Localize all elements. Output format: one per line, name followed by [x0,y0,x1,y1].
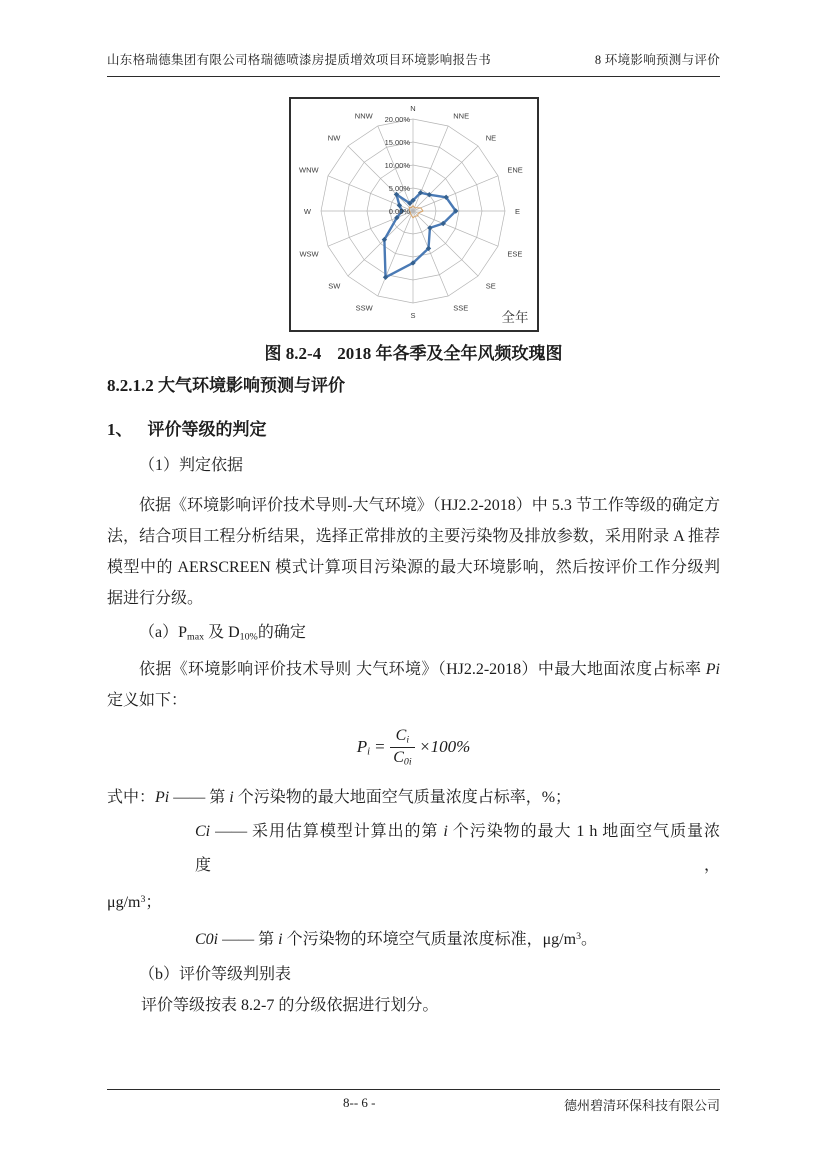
svg-text:15.00%: 15.00% [384,138,410,147]
page-header [107,50,720,77]
list-item-1: （1）判定依据 [139,457,244,474]
svg-text:SE: SE [485,281,496,291]
svg-text:NNW: NNW [354,111,373,121]
formula-numerator: $C_i$ [390,727,415,747]
svg-text:N: N [409,104,416,113]
svg-text:SSW: SSW [355,303,373,313]
paragraph-final: 评价等级按表 8.2-7 的分级依据进行划分。 [141,997,439,1015]
header-rule [107,76,720,77]
definition-ci: Ci —— 采用估算模型计算出的第 i 个污染物的最大 1 h 地面空气质量浓度， [195,823,720,875]
svg-text:20.00%: 20.00% [384,115,410,124]
page-footer [107,1089,720,1115]
symbol-definitions [107,781,720,957]
figure-caption [0,339,827,364]
svg-text:NNE: NNE [452,111,469,121]
formula-equals: = [375,737,385,757]
chart-frame-label: 全年 [501,310,529,325]
paragraph-definition: 依据《环境影响评价技术导则 大气环境》（HJ2.2-2018）中最大地面浓度占标率 Pi 定义如下： [107,661,720,710]
definition-ci-units: $\mu g/m^3$； [107,894,162,912]
formula-lhs: $P_i$ [356,737,371,758]
list-item-a: $(a)P_{max}$ 及 $D_{10\%}$的确定 [139,624,306,643]
figure-caption-text: 2018 年各季及全年风频玫瑰图 [337,344,563,363]
definition-pi: 式中：Pi —— 第 i 个污染物的最大地面空气质量浓度占标率，%； [107,789,572,807]
windrose-chart [291,99,537,330]
footer-rule [107,1089,720,1090]
svg-text:SW: SW [327,281,340,291]
figure-caption-number: 图 8.2-4 [264,344,322,363]
svg-text:S: S [409,311,416,320]
svg-text:E: E [514,207,520,216]
svg-text:NE: NE [485,133,496,143]
page-number: 8-- 6 - [343,1095,376,1110]
windrose-figure [0,97,827,364]
windrose-chart-box [289,97,539,332]
formula-denominator: $C_{0i}$ [393,748,412,768]
svg-text:W: W [303,207,311,216]
svg-text:SSE: SSE [452,303,468,313]
svg-text:0.00%: 0.00% [388,207,410,216]
svg-text:WNW: WNW [298,165,319,175]
svg-text:ENE: ENE [506,165,523,175]
subsection-heading [107,419,720,441]
formula-fraction [390,727,415,767]
formula-pi [107,727,720,767]
svg-text:10.00%: 10.00% [384,161,410,170]
section-heading: 8.2.1.2 大气环境影响预测与评价 [107,376,345,395]
subsection-title: 评价等级的判定 [147,420,267,439]
svg-text:ESE: ESE [506,249,522,259]
list-item-b: （b）评价等级判别表 [139,966,292,984]
definition-c0i: C0i —— 第 i 个污染物的环境空气质量浓度标准，$\mu g/m^3$。 [195,931,598,949]
paragraph-basis: 依据《环境影响评价技术导则-大气环境》（HJ2.2-2018）中 5.3 节工作等级的确定方法，结合项目工程分析结果，选择正常排放的主要污染物及排放参数，采用附录 A 推荐模型中的 AERSCREEN 模式计算项目污染源的最大环境影响，然后按评价工作分级判据进行分级。 [107,497,720,607]
header-left-title: 山东格瑞德集团有限公司格瑞德喷漆房提质增效项目环境影响报告书 [107,53,492,67]
svg-text:NW: NW [327,133,340,143]
document-body [107,375,720,1021]
formula-rhs: ×100% [419,737,471,757]
svg-text:WSW: WSW [298,249,319,259]
subsection-number: 1、 [107,420,133,439]
svg-text:5.00%: 5.00% [388,184,410,193]
footer-company: 德州碧清环保科技有限公司 [563,1098,720,1113]
header-right-chapter: 8 环境影响预测与评价 [594,53,720,67]
